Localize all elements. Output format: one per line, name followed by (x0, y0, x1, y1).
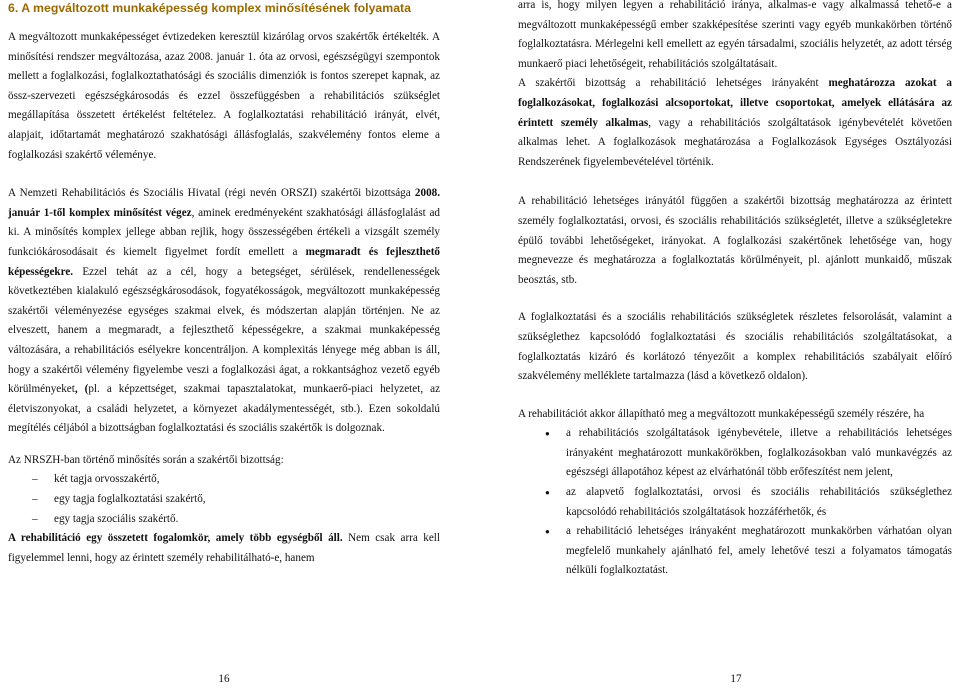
bold-run: , ( (74, 383, 89, 396)
list-item: ● a rehabilitáció lehetséges irányaként meghatározott munkakörben várhatóan olyan megfelelő munkahely ajánlható fel, amely lehetővé teszi a folyamatos támogatás nélküli foglalkoztatást. (518, 522, 952, 581)
paragraph-rehabilitation (8, 529, 440, 568)
text-run: Ezzel tehát az a cél, hogy a betegséget, sérülések, rendellenességek következtében kialakuló egészségkárosodások, fogyatékosságok, megváltozott munkaképesség szakértői véleményezése egységes szakmai elvek, és módszertan alapján történjen. Ne az elveszett, hanem a megmaradt, a fejleszthető képességekre, a szakmai munkaképesség változására, a rehabilitációs esélyekre koncentráljon. A komplexitás lényege még abban is áll, hogy a szakértői vélemény figyelembe veszi a foglalkozási ágat, a rokkantsághoz vezető egyéb körülményeket (8, 265, 440, 396)
list-item: – két tagja orvosszakértő, (8, 470, 440, 490)
paragraph-committee-intro: Az NRSZH-ban történő minősítés során a szakértői bizottság: (8, 453, 284, 466)
bold-run: 2008. január 1-től komplex minősítést végez (8, 187, 440, 219)
paragraph-direction (518, 74, 952, 172)
list-item: – egy tagja szociális szakértő. (8, 510, 440, 530)
section-heading: 6. A megváltozott munkaképesség komplex minősítésének folyamata (8, 1, 411, 15)
text-run: A Nemzeti Rehabilitációs és Szociális Hivatal (régi nevén ORSZI) szakértői bizottsága (8, 187, 415, 200)
text-run: , vagy a rehabilitációs szolgáltatások igénybevételét követően alkalmas lehet. A foglalkozások meghatározása a Foglalkozások Egységes Osztályozási Rendszerének figyelembevételével történik. (518, 116, 953, 168)
paragraph-continuation: arra is, hogy milyen legyen a rehabilitáció iránya, alkalmas-e vagy alkalmassá tehető-e a megváltozott munkaképességű ember szakképesítése szerinti vagy egyéb munkakörben történő foglalkoztatásra. Mérlegelni kell emellett az egyén társadalmi, szociális helyzetét, az adott térség munkaerő piaci lehetőségeit, rehabilitációs szolgáltatásait. (518, 0, 952, 70)
bold-run: A rehabilitáció egy összetett fogalomkör, amely több egységből áll. (8, 532, 343, 545)
list-item: ● az alapvető foglalkoztatási, orvosi és szociális rehabilitációs szükséglethez kapcsolódó rehabilitációs szolgáltatások hozzáférhetők, és (518, 483, 952, 522)
text-run: , aminek eredményeként szakhatósági állásfoglalást ad ki. A minősítés komplex jellege abban rejlik, hogy összességében értékeli a vizsgált személy funkciókárosodásait és kiemelt figyelmet fordít emellett a (8, 206, 440, 258)
bold-run: meghatározza azokat a foglalkozásokat, foglalkozási alcsoportokat, illetve csoportokat, amelyek ellátására az érintett személy alkalmas (518, 77, 952, 129)
list-item: ● a rehabilitációs szolgáltatások igénybevétele, illetve a rehabilitációs lehetséges irányaként meghatározott munkakörökben, foglalkozásokban való munkavégzés az egészségi állapotához képest az elvárhatónál több erőfeszítést nem jelent, (518, 424, 952, 483)
right-page (512, 0, 960, 688)
page-number-left: 16 (218, 673, 230, 685)
conditions-list (518, 424, 952, 581)
list-item: – egy tagja foglalkoztatási szakértő, (8, 490, 440, 510)
text-run: pl. a képzettséget, szakmai tapasztalatokat, munkaerő-piaci helyzetet, az életviszonyokat, a családi helyzetet, a környezet akadálymentességét, stb.). Ezen sokoldalú megítélés céljából a bizottságban foglalkoztatási és szociális szakértők is dolgoznak. (8, 383, 441, 435)
paragraph-appendix: A foglalkoztatási és a szociális rehabilitációs szükségletek részletes felsorolását, valamint a szükséglethez kapcsolódó foglalkoztatási és szociális rehabilitációs szolgáltatásokat, a foglalkoztatás kizáró és korlátozó tényezőit a komplex rehabilitációs szabályait előíró szakvélemény melléklete tartalmazza (lásd a következő oldalon). (518, 311, 952, 383)
bold-run: megmaradt és fejleszthető képességekre. (8, 245, 440, 278)
paragraph-complex-qualification (8, 184, 440, 439)
committee-list (8, 470, 440, 529)
paragraph-intro (8, 28, 440, 165)
paragraph-conditions: A rehabilitációt akkor állapítható meg a megváltozott munkaképességű személy részére, ha (518, 407, 925, 420)
text-run: A szakértői bizottság a rehabilitáció lehetséges irányaként (518, 77, 829, 90)
page-number-right: 17 (730, 673, 742, 685)
paragraph-needs: A rehabilitáció lehetséges irányától függően a szakértői bizottság meghatározza az érintett személy foglalkoztatási, orvosi, és szociális rehabilitációs szükségletét, illetve a szükségletekre épülő további lehetőségeket, irányokat. A foglalkozási szakértőnek lehetősége van, hogy megnevezze és meghatározza a foglalkoztatás körülményeit, pl. ajánlott munkaidő, műszak beosztás, stb. (518, 195, 952, 286)
paragraph-intro-text: A megváltozott munkaképességet évtizedeken keresztül kizárólag orvos szakértők értékelték. A minősítési rendszer megváltozása, azaz 2008. január 1. óta az orvosi, egészségügyi szempontok mellett a foglalkozási, foglalkoztathatósági és szociális dimenziók is fontos szerepet kapnak, az össz-szervezeti egészségkárosodás és ezzel összefüggésben a rehabilitációs szükséglet megállapítása összetett értékelést feltételez. A foglalkoztatási rehabilitáció irányát, elvét, alapjait, időtartamát meghatározó szakhatósági állásfoglalás, szakvélemény fontos eleme a foglalkozási szakértő véleménye. (8, 31, 440, 161)
text-run: Nem csak arra kell figyelemmel lenni, hogy az érintett személy rehabilitálható-e, hanem (8, 532, 440, 564)
left-page (0, 0, 448, 688)
